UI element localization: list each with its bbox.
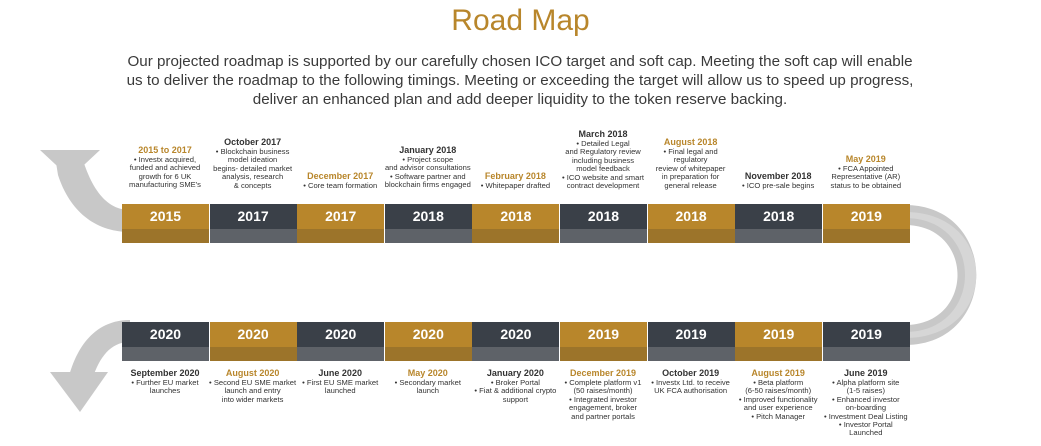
milestone bbox=[822, 154, 910, 190]
year-block-shadow bbox=[560, 229, 647, 243]
milestone-date: August 2019 bbox=[751, 368, 805, 378]
milestone bbox=[209, 368, 297, 404]
milestone-date: October 2019 bbox=[662, 368, 720, 378]
milestone-date: October 2017 bbox=[224, 137, 282, 147]
milestone-date: August 2020 bbox=[225, 368, 280, 378]
year-block: 2018 bbox=[648, 204, 735, 229]
milestone-text: • Investx acquired, funded and achieved growth for 6 UK manufacturing SME's bbox=[129, 155, 201, 190]
year-block-shadow bbox=[297, 347, 384, 361]
milestone-text: • Final legal and regulatory review of whitepaper in preparation for general release bbox=[655, 147, 726, 190]
year-block-shadow bbox=[735, 229, 822, 243]
milestone-date: January 2018 bbox=[399, 145, 457, 155]
page-title: Road Map bbox=[451, 4, 590, 37]
year-block: 2019 bbox=[823, 204, 910, 229]
milestone-text: • ICO pre-sale begins bbox=[742, 181, 815, 190]
year-block: 2017 bbox=[297, 204, 384, 229]
milestone-text: • Broker Portal • Fiat & additional crypto support bbox=[474, 378, 557, 404]
year-block-shadow bbox=[735, 347, 822, 361]
intro-paragraph: Our projected roadmap is supported by our carefully chosen ICO target and soft cap. Meeting the soft cap will enable us to deliver the roadmap to the following timings. Meeting or exceeding the target will allow us to speed up progress, deliver an enhanced plan and add deeper liquidity to the token reserve backing. bbox=[126, 53, 914, 108]
milestone-date: December 2019 bbox=[569, 368, 637, 378]
milestone bbox=[822, 368, 910, 438]
road-entry-arrow bbox=[40, 150, 100, 178]
year-block: 2019 bbox=[648, 322, 735, 347]
year-block-shadow bbox=[560, 347, 647, 361]
year-block: 2017 bbox=[210, 204, 297, 229]
road-exit-arrow bbox=[50, 372, 108, 412]
milestone bbox=[734, 368, 822, 421]
milestone bbox=[559, 129, 647, 190]
milestone-text: • Second EU SME market launch and entry into wider markets bbox=[209, 378, 297, 404]
milestone-text: • Detailed Legal and Regulatory review including business model feedback • ICO website and smart contract development bbox=[562, 139, 644, 191]
milestone bbox=[384, 368, 472, 396]
year-block-shadow bbox=[122, 347, 209, 361]
year-block-shadow bbox=[823, 229, 910, 243]
milestone-date: 2015 to 2017 bbox=[138, 145, 192, 155]
milestone-date: June 2019 bbox=[844, 368, 888, 378]
milestone-text: • Further EU market launches bbox=[131, 378, 199, 396]
milestone-text: • Beta platform (6-50 raises/month) • Improved functionality and user experience • Pitch Manager bbox=[738, 378, 818, 421]
milestone-date: January 2020 bbox=[486, 368, 544, 378]
year-block: 2019 bbox=[560, 322, 647, 347]
milestone-date: June 2020 bbox=[318, 368, 362, 378]
year-block: 2020 bbox=[122, 322, 209, 347]
milestone bbox=[559, 368, 647, 421]
year-block-shadow bbox=[385, 347, 472, 361]
milestone bbox=[296, 368, 384, 396]
year-block: 2018 bbox=[472, 204, 559, 229]
milestone-text: • FCA Appointed Representative (AR) status to be obtained bbox=[830, 164, 902, 190]
milestone bbox=[647, 137, 735, 190]
year-block: 2020 bbox=[472, 322, 559, 347]
milestone-date: March 2018 bbox=[578, 129, 628, 139]
milestone bbox=[384, 145, 472, 190]
year-block: 2018 bbox=[385, 204, 472, 229]
milestone bbox=[209, 137, 297, 190]
milestone bbox=[471, 368, 559, 404]
milestone-text: • Investx Ltd. to receive UK FCA authorisation bbox=[651, 378, 730, 396]
milestone-text: • Blockchain business model ideation begins- detailed market analysis, research & concepts bbox=[213, 147, 293, 190]
milestone-text: • Secondary market launch bbox=[394, 378, 461, 396]
milestone-date: May 2019 bbox=[845, 154, 886, 164]
milestone-date: November 2018 bbox=[744, 171, 812, 181]
milestone bbox=[471, 171, 559, 190]
year-block: 2018 bbox=[735, 204, 822, 229]
milestone bbox=[121, 368, 209, 396]
year-block-shadow bbox=[385, 229, 472, 243]
milestone-date: May 2020 bbox=[407, 368, 448, 378]
milestone-text: • Complete platform v1 (50 raises/month) • Integrated investor engagement, broker and partner portals bbox=[564, 378, 642, 421]
milestone bbox=[647, 368, 735, 396]
milestone-text: • Whitepaper drafted bbox=[480, 181, 551, 190]
milestone bbox=[121, 145, 209, 190]
year-block: 2018 bbox=[560, 204, 647, 229]
year-block-shadow bbox=[210, 229, 297, 243]
year-block: 2020 bbox=[385, 322, 472, 347]
year-block-shadow bbox=[472, 347, 559, 361]
milestone-text: • Core team formation bbox=[303, 181, 378, 190]
year-block: 2015 bbox=[122, 204, 209, 229]
milestone-date: February 2018 bbox=[484, 171, 546, 181]
milestone-text: • First EU SME market launched bbox=[302, 378, 379, 396]
year-block-shadow bbox=[823, 347, 910, 361]
year-block-shadow bbox=[297, 229, 384, 243]
milestone bbox=[734, 171, 822, 190]
milestone bbox=[296, 171, 384, 190]
year-block-shadow bbox=[210, 347, 297, 361]
milestone-text: • Alpha platform site (1-5 raises) • Enhanced investor on-boarding • Investment Deal Listing • Investor Portal Launched bbox=[823, 378, 908, 438]
milestone-date: December 2017 bbox=[307, 171, 374, 181]
milestone-date: August 2018 bbox=[663, 137, 718, 147]
year-block-shadow bbox=[122, 229, 209, 243]
year-block: 2020 bbox=[210, 322, 297, 347]
year-block-shadow bbox=[648, 347, 735, 361]
year-block: 2019 bbox=[735, 322, 822, 347]
year-block-shadow bbox=[472, 229, 559, 243]
year-block: 2019 bbox=[823, 322, 910, 347]
year-block: 2020 bbox=[297, 322, 384, 347]
year-block-shadow bbox=[648, 229, 735, 243]
milestone-text: • Project scope and advisor consultations • Software partner and blockchain firms engaged bbox=[384, 155, 471, 190]
milestone-date: September 2020 bbox=[130, 368, 200, 378]
